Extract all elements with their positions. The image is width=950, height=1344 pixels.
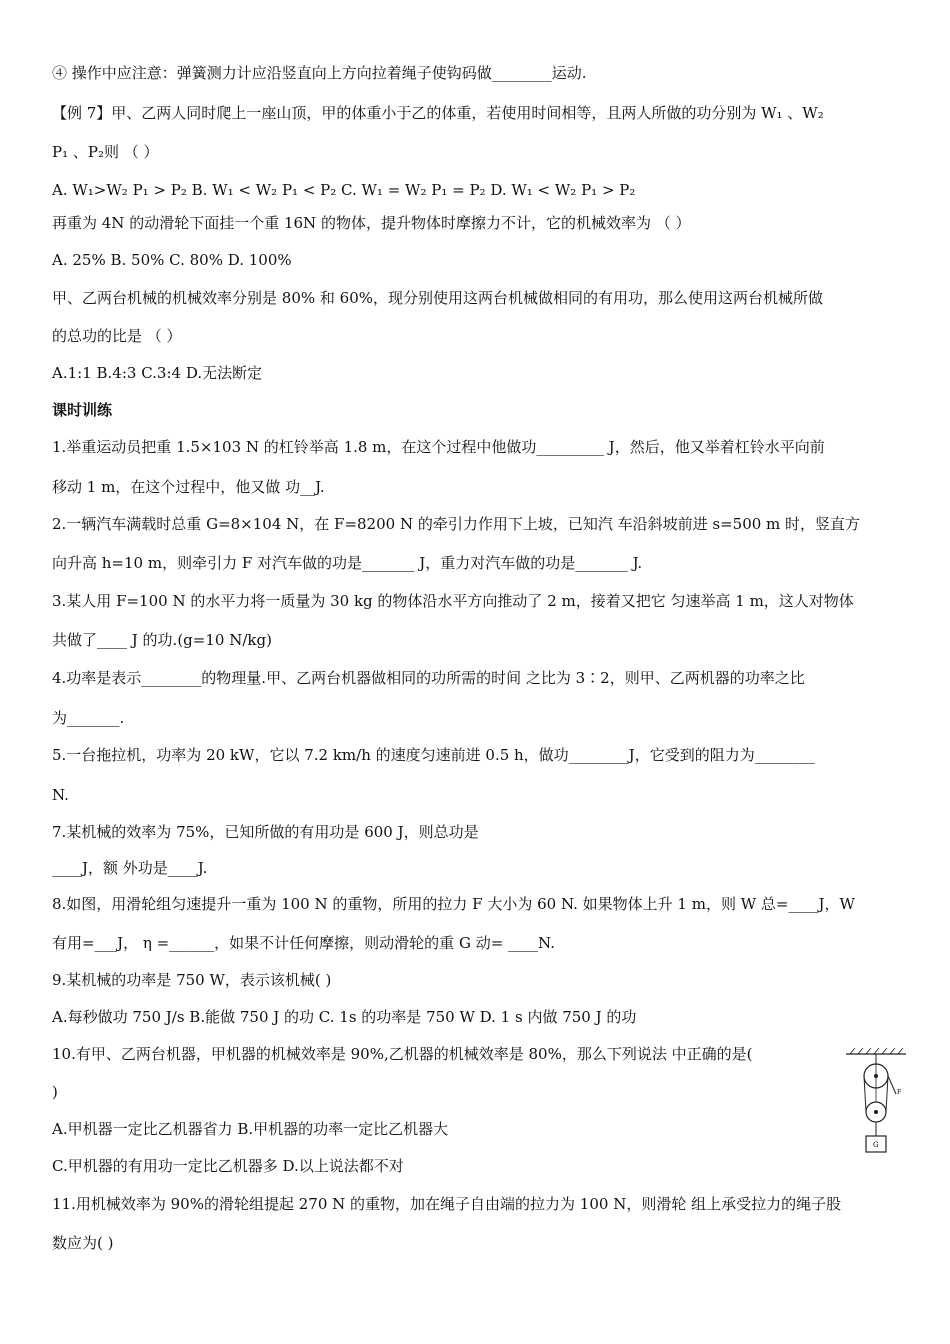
section-heading: 课时训练 [52, 401, 113, 419]
text-line-9: A.1:1 B.4:3 C.3:4 D.无法断定 [52, 364, 263, 382]
text-line-14: 向升高 h=10 m，则牵引力 F 对汽车做的功是_______ J，重力对汽车做的功是_______ J. [52, 554, 643, 572]
text-line-11: 1.举重运动员把重 1.5×103 N 的杠铃举高 1.8 m，在这个过程中他做功_________ J，然后，他又举着杠铃水平向前 [52, 438, 825, 456]
text-line-7: 甲、乙两台机械的机械效率分别是 80% 和 60%，现分别使用这两台机械做相同的有用功，那么使用这两台机械所做 [52, 289, 823, 307]
text-line-21: 7.某机械的效率为 75%，已知所做的有用功是 600 J，则总功是 [52, 823, 479, 841]
weight-label: G [873, 1141, 879, 1149]
text-line-28: ) [52, 1083, 58, 1101]
text-line-31: 11.用机械效率为 90%的滑轮组提起 270 N 的重物，加在绳子自由端的拉力为 100 N，则滑轮 组上承受拉力的绳子股 [52, 1195, 842, 1213]
text-line-5: 再重为 4N 的动滑轮下面挂一个重 16N 的物体，提升物体时摩擦力不计，它的机械效率为 （ ） [52, 214, 691, 232]
text-line-20: N. [52, 786, 69, 804]
text-line-19: 5.一台拖拉机，功率为 20 kW，它以 7.2 km/h 的速度匀速前进 0.5 h，做功________J，它受到的阻力为________ [52, 746, 815, 764]
text-line-25: 9.某机械的功率是 750 W，表示该机械( ) [52, 971, 332, 989]
force-label: F [897, 1089, 902, 1096]
text-line-22: ____J，额 外功是____J. [52, 859, 208, 877]
text-line-32: 数应为( ) [52, 1234, 114, 1252]
text-line-24: 有用=___J， η =______，如果不计任何摩擦，则动滑轮的重 G 动= ____N. [52, 934, 555, 952]
text-line-2: 【例 7】甲、乙两人同时爬上一座山顶，甲的体重小于乙的体重，若使用时间相等，且两人所做的功分别为 W₁ 、W₂ [52, 104, 824, 122]
text-line-3: P₁ 、P₂则 （ ） [52, 143, 159, 161]
pulley-diagram [842, 1046, 910, 1162]
text-line-13: 2.一辆汽车满载时总重 G=8×104 N，在 F=8200 N 的牵引力作用下上坡，已知汽 车沿斜坡前进 s=500 m 时，竖直方 [52, 515, 861, 533]
text-line-27: 10.有甲、乙两台机器，甲机器的机械效率是 90%,乙机器的机械效率是 80%，那么下列说法 中正确的是( [52, 1045, 753, 1063]
text-line-26: A.每秒做功 750 J/s B.能做 750 J 的功 C. 1s 的功率是 750 W D. 1 s 内做 750 J 的功 [52, 1008, 637, 1026]
text-line-6: A. 25% B. 50% C. 80% D. 100% [52, 251, 292, 269]
text-line-8: 的总功的比是 （ ） [52, 327, 182, 345]
text-line-1: ④ 操作中应注意：弹簧测力计应沿竖直向上方向拉着绳子使钩码做________运动. [52, 64, 587, 82]
text-line-18: 为_______. [52, 709, 125, 727]
text-line-15: 3.某人用 F=100 N 的水平力将一质量为 30 kg 的物体沿水平方向推动了 2 m，接着又把它 匀速举高 1 m，这人对物体 [52, 592, 854, 610]
text-line-4: A. W₁>W₂ P₁ > P₂ B. W₁ < W₂ P₁ < P₂ C. W₁ = W₂ P₁ = P₂ D. W₁ < W₂ P₁ > P₂ [52, 181, 636, 199]
text-line-12: 移动 1 m，在这个过程中，他又做 功__J. [52, 478, 325, 496]
text-line-29: A.甲机器一定比乙机器省力 B.甲机器的功率一定比乙机器大 [52, 1120, 449, 1138]
text-line-30: C.甲机器的有用功一定比乙机器多 D.以上说法都不对 [52, 1157, 404, 1175]
text-line-23: 8.如图，用滑轮组匀速提升一重为 100 N 的重物，所用的拉力 F 大小为 60 N. 如果物体上升 1 m，则 W 总=____J，W [52, 895, 855, 913]
text-line-17: 4.功率是表示________的物理量.甲、乙两台机器做相同的功所需的时间 之比为 3∶2，则甲、乙两机器的功率之比 [52, 669, 805, 687]
text-line-16: 共做了____ J 的功.(g=10 N/kg) [52, 631, 272, 649]
